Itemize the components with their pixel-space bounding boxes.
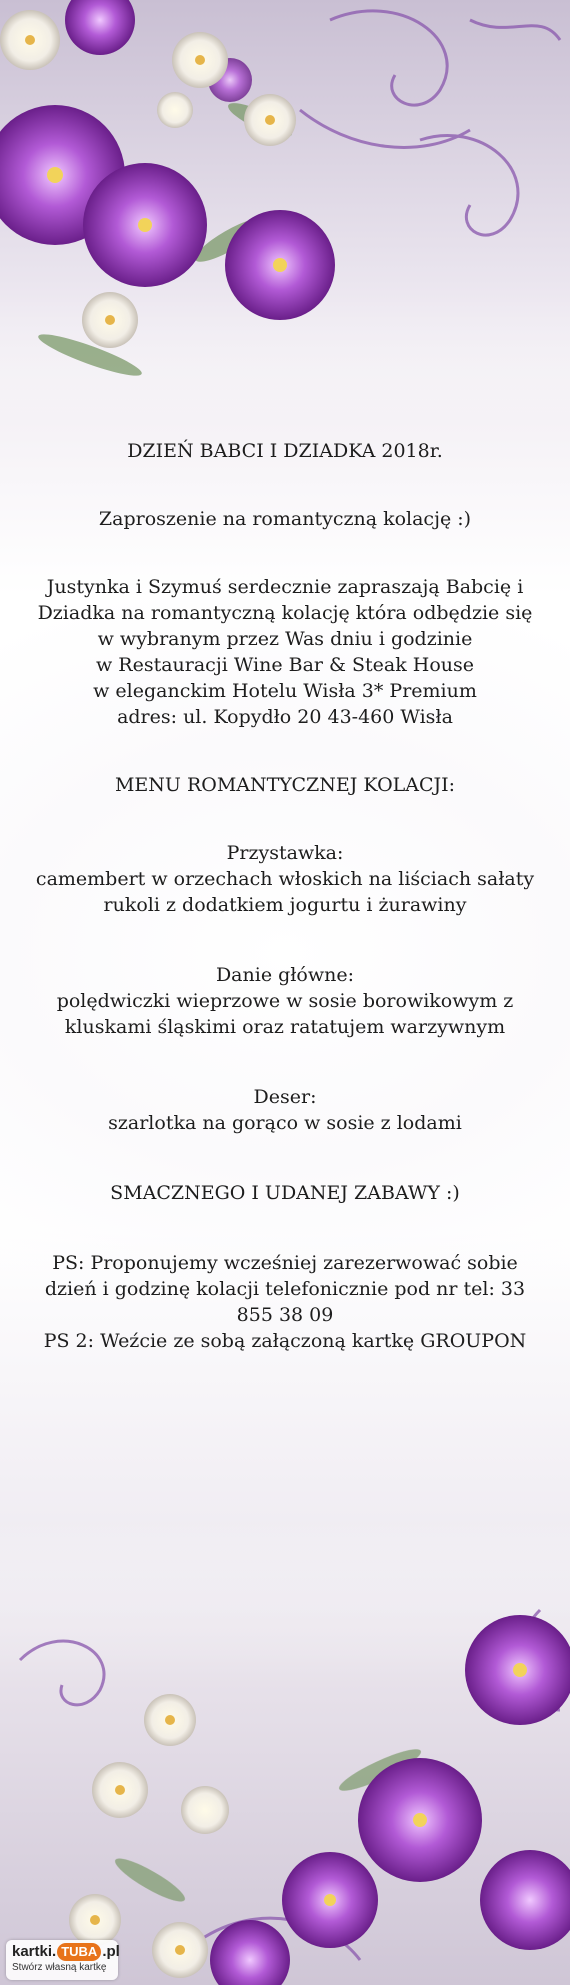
bottom-floral-decoration [0,1520,570,1985]
invitation-line: Justynka i Szymuś serdecznie zapraszają Babcię i [46,576,524,598]
ps-line: PS: Proponujemy wcześniej zarezerwować sobie [52,1252,518,1274]
appetizer-line: rukoli z dodatkiem jogurtu i żurawiny [103,894,467,916]
ps-line: 855 38 09 [236,1304,334,1326]
invitation-line: w Restauracji Wine Bar & Steak House [95,654,475,676]
top-floral-decoration [0,0,570,420]
invitation-line: w eleganckim Hotelu Wisła 3* Premium [93,680,477,702]
appetizer-heading: Przystawka: [226,842,344,864]
main-course-heading: Danie główne: [215,964,355,986]
kartki-tuba-logo[interactable] [6,1940,118,1980]
main-course-line: kluskami śląskimi oraz ratatujem warzywnym [64,1016,506,1038]
logo-badge: TUBA [57,1943,101,1961]
logo-suffix: .pl [102,1943,120,1960]
closing-line: SMACZNEGO I UDANEJ ZABAWY :) [110,1182,460,1204]
address-line: adres: ul. Kopydło 20 43-460 Wisła [117,706,453,728]
invitation-line: Dziadka na romantyczną kolację która odbędzie się [37,602,533,624]
card-title: DZIEŃ BABCI I DZIADKA 2018r. [127,440,443,462]
ps-line: dzień i godzinę kolacji telefonicznie pod nr tel: 33 [44,1278,526,1300]
invitation-text [30,438,540,1354]
logo-prefix: kartki. [12,1943,57,1960]
invitation-line: w wybranym przez Was dniu i godzinie [97,628,473,650]
menu-heading: MENU ROMANTYCZNEJ KOLACJI: [114,774,456,796]
dessert-line: szarlotka na gorąco w sosie z lodami [108,1112,462,1134]
main-course-line: polędwiczki wieprzowe w sosie borowikowym z [56,990,514,1012]
invitation-heading: Zaproszenie na romantyczną kolację :) [98,508,472,530]
logo-tagline: Stwórz własną kartkę [12,1962,107,1973]
ps2-line: PS 2: Weźcie ze sobą załączoną kartkę GROUPON [43,1330,527,1352]
appetizer-line: camembert w orzechach włoskich na liściach sałaty [35,868,535,890]
dessert-heading: Deser: [253,1086,317,1108]
